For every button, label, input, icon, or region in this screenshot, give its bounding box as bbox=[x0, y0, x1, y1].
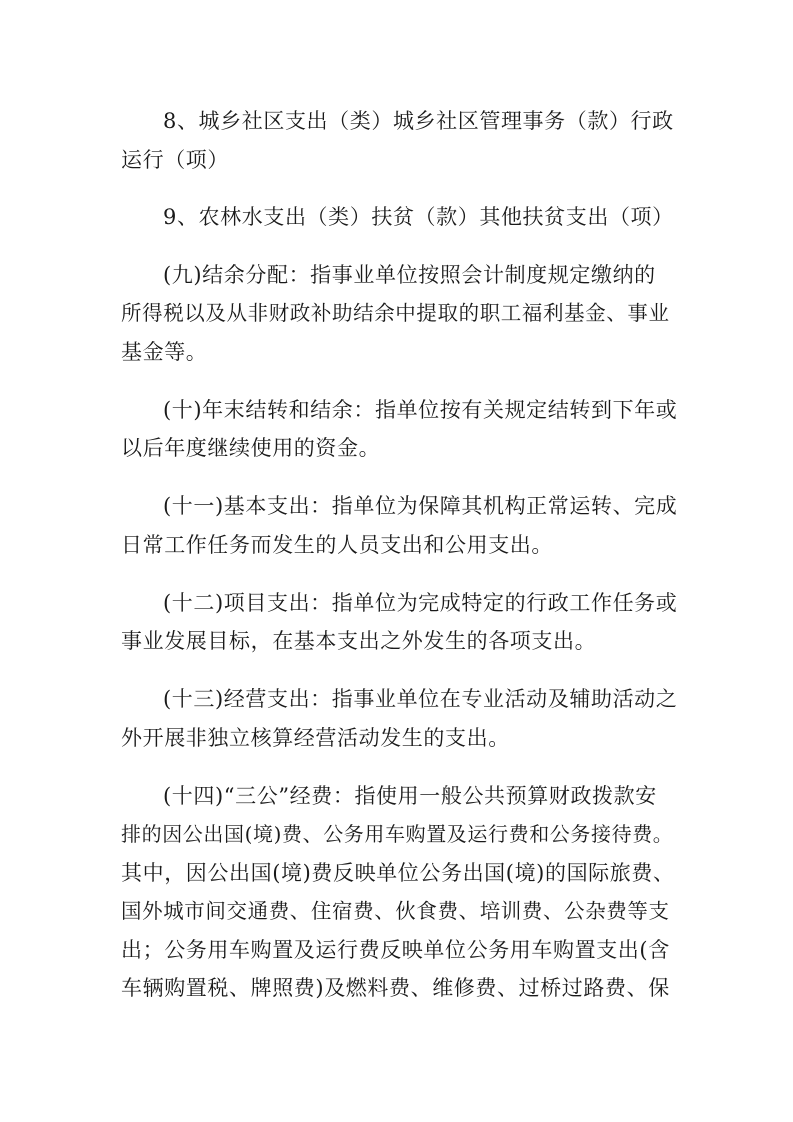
text-line: 排的因公出国(境)费、公务用车购置及运行费和公务接待费。 bbox=[121, 822, 674, 846]
text-line: (十)年末结转和结余：指单位按有关规定结转到下年或 bbox=[163, 398, 678, 422]
text-line: (十二)项目支出：指单位为完成特定的行政工作任务或 bbox=[163, 591, 678, 615]
text-line: 以后年度继续使用的资金。 bbox=[121, 436, 381, 460]
text-line: 国外城市间交通费、住宿费、伙食费、培训费、公杂费等支 bbox=[121, 899, 670, 923]
text-line: 车辆购置税、牌照费)及燃料费、维修费、过桥过路费、保 bbox=[121, 976, 670, 1000]
text-line: (十三)经营支出：指事业单位在专业活动及辅助活动之 bbox=[163, 687, 678, 711]
text-line: 其中，因公出国(境)费反映单位公务出国(境)的国际旅费、 bbox=[121, 861, 675, 885]
text-line: 所得税以及从非财政补助结余中提取的职工福利基金、事业 bbox=[121, 301, 670, 325]
text-line: 8、城乡社区支出（类）城乡社区管理事务（款）行政 bbox=[163, 109, 674, 133]
text-line: 9、农林水支出（类）扶贫（款）其他扶贫支出（项） bbox=[163, 205, 674, 229]
text-line: 基金等。 bbox=[121, 340, 208, 364]
text-line: 外开展非独立核算经营活动发生的支出。 bbox=[121, 726, 510, 750]
text-line: 事业发展目标，在基本支出之外发生的各项支出。 bbox=[121, 629, 597, 653]
text-line: 出；公务用车购置及运行费反映单位公务用车购置支出(含 bbox=[121, 938, 670, 962]
text-line: (十一)基本支出：指单位为保障其机构正常运转、完成 bbox=[163, 494, 678, 518]
text-line: (九)结余分配：指事业单位按照会计制度规定缴纳的 bbox=[163, 263, 656, 287]
text-line: (十四)“三公”经费：指使用一般公共预算财政拨款安 bbox=[163, 784, 657, 808]
text-line: 运行（项） bbox=[121, 148, 229, 172]
text-line: 日常工作任务而发生的人员支出和公用支出。 bbox=[121, 533, 553, 557]
